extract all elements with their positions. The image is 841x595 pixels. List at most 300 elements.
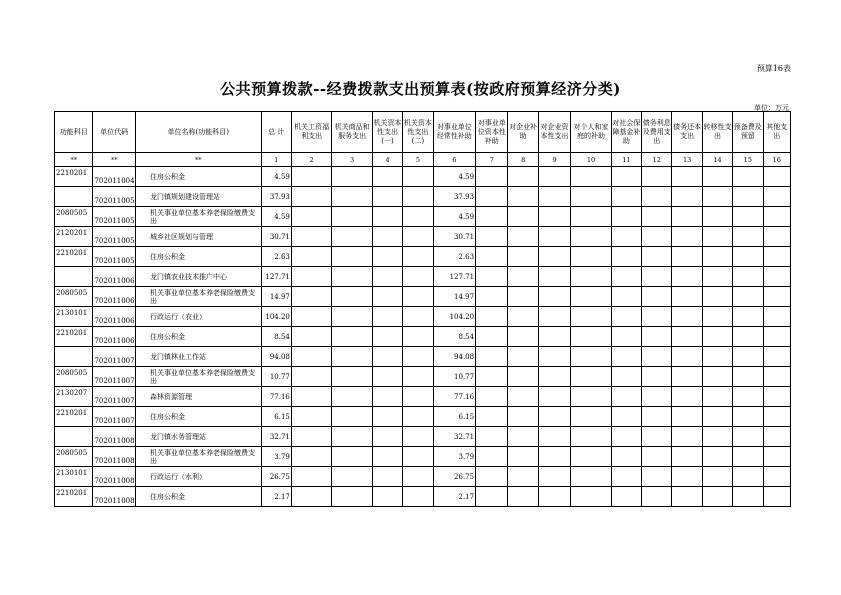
total-cell: 104.20	[261, 307, 291, 327]
institution-subsidy-cell: 6.15	[433, 407, 476, 427]
amount-cell	[763, 407, 791, 427]
institution-subsidy-cell: 94.08	[433, 347, 476, 367]
amount-cell	[611, 247, 641, 267]
amount-cell	[611, 327, 641, 347]
amount-cell	[476, 447, 508, 467]
amount-cell	[372, 207, 402, 227]
unit-code-cell: 702011004	[93, 167, 136, 187]
institution-subsidy-cell: 4.59	[433, 207, 476, 227]
total-cell: 10.77	[261, 367, 291, 387]
function-code-cell	[55, 427, 93, 447]
amount-cell	[332, 427, 372, 447]
amount-cell	[733, 387, 763, 407]
column-index: 1	[261, 153, 291, 167]
amount-cell	[611, 187, 641, 207]
amount-cell	[508, 347, 538, 367]
total-cell: 8.54	[261, 327, 291, 347]
function-code-cell: 2080505	[55, 287, 93, 307]
unit-name-cell: 住房公积金	[135, 407, 261, 427]
amount-cell	[672, 407, 702, 427]
amount-cell	[291, 407, 331, 427]
amount-cell	[372, 307, 402, 327]
amount-cell	[372, 447, 402, 467]
column-header: 债务还本支出	[672, 112, 702, 153]
amount-cell	[733, 227, 763, 247]
column-index: 6	[433, 153, 476, 167]
amount-cell	[571, 307, 611, 327]
table-row	[55, 187, 791, 207]
amount-cell	[508, 367, 538, 387]
column-index: 7	[476, 153, 508, 167]
unit-code-cell: 702011008	[93, 447, 136, 467]
total-cell: 4.59	[261, 207, 291, 227]
function-code-cell: 2130207	[55, 387, 93, 407]
amount-cell	[291, 247, 331, 267]
amount-cell	[672, 347, 702, 367]
unit-code-cell: 702011007	[93, 387, 136, 407]
amount-cell	[672, 327, 702, 347]
amount-cell	[733, 207, 763, 227]
table-row	[55, 487, 791, 507]
total-cell: 4.59	[261, 167, 291, 187]
amount-cell	[508, 307, 538, 327]
total-cell: 14.97	[261, 287, 291, 307]
amount-cell	[291, 227, 331, 247]
amount-cell	[763, 167, 791, 187]
table-row	[55, 347, 791, 367]
amount-cell	[291, 327, 331, 347]
column-header: 对社会保障基金补助	[611, 112, 641, 153]
amount-cell	[571, 247, 611, 267]
table-row	[55, 227, 791, 247]
amount-cell	[763, 207, 791, 227]
amount-cell	[571, 167, 611, 187]
function-code-cell: 2120201	[55, 227, 93, 247]
amount-cell	[702, 327, 732, 347]
amount-cell	[672, 387, 702, 407]
amount-cell	[763, 227, 791, 247]
column-index: 4	[372, 153, 402, 167]
amount-cell	[508, 287, 538, 307]
unit-code-cell: 702011007	[93, 407, 136, 427]
amount-cell	[476, 407, 508, 427]
unit-code-cell: 702011006	[93, 307, 136, 327]
unit-name-cell: 机关事业单位基本养老保险缴费支出	[135, 447, 261, 467]
amount-cell	[332, 207, 372, 227]
amount-cell	[571, 487, 611, 507]
total-cell: 127.71	[261, 267, 291, 287]
amount-cell	[403, 187, 433, 207]
amount-cell	[538, 227, 570, 247]
amount-cell	[372, 287, 402, 307]
amount-cell	[611, 267, 641, 287]
amount-cell	[332, 247, 372, 267]
amount-cell	[291, 347, 331, 367]
amount-cell	[476, 167, 508, 187]
amount-cell	[571, 227, 611, 247]
amount-cell	[508, 447, 538, 467]
amount-cell	[702, 407, 732, 427]
amount-cell	[763, 367, 791, 387]
institution-subsidy-cell: 32.71	[433, 427, 476, 447]
unit-code-cell: 702011008	[93, 467, 136, 487]
amount-cell	[476, 267, 508, 287]
amount-cell	[702, 187, 732, 207]
table-row	[55, 407, 791, 427]
amount-cell	[611, 167, 641, 187]
amount-cell	[476, 187, 508, 207]
amount-cell	[372, 407, 402, 427]
amount-cell	[611, 407, 641, 427]
total-cell: 26.75	[261, 467, 291, 487]
amount-cell	[702, 167, 732, 187]
table-row	[55, 287, 791, 307]
column-header: 对企业补助	[508, 112, 538, 153]
column-index: **	[93, 153, 136, 167]
institution-subsidy-cell: 2.63	[433, 247, 476, 267]
amount-cell	[611, 447, 641, 467]
amount-cell	[763, 287, 791, 307]
unit-name-cell: 龙门镇农业技术推广中心	[135, 267, 261, 287]
amount-cell	[642, 167, 672, 187]
function-code-cell: 2130101	[55, 307, 93, 327]
amount-cell	[291, 187, 331, 207]
amount-cell	[733, 367, 763, 387]
amount-cell	[403, 327, 433, 347]
amount-cell	[611, 207, 641, 227]
amount-cell	[733, 427, 763, 447]
amount-cell	[611, 227, 641, 247]
amount-cell	[672, 187, 702, 207]
amount-cell	[733, 327, 763, 347]
amount-cell	[476, 247, 508, 267]
amount-cell	[763, 427, 791, 447]
amount-cell	[332, 187, 372, 207]
amount-cell	[538, 187, 570, 207]
function-code-cell: 2130101	[55, 467, 93, 487]
amount-cell	[642, 247, 672, 267]
institution-subsidy-cell: 77.16	[433, 387, 476, 407]
amount-cell	[538, 467, 570, 487]
institution-subsidy-cell: 3.79	[433, 447, 476, 467]
amount-cell	[642, 387, 672, 407]
column-header: 机关商品和服务支出	[332, 112, 372, 153]
unit-code-cell: 702011005	[93, 247, 136, 267]
function-code-cell: 2210201	[55, 327, 93, 347]
unit-code-cell: 702011007	[93, 347, 136, 367]
amount-cell	[538, 367, 570, 387]
amount-cell	[372, 267, 402, 287]
function-code-cell: 2080505	[55, 447, 93, 467]
total-cell: 77.16	[261, 387, 291, 407]
amount-cell	[763, 387, 791, 407]
amount-cell	[571, 447, 611, 467]
amount-cell	[508, 467, 538, 487]
amount-cell	[291, 207, 331, 227]
amount-cell	[642, 347, 672, 367]
total-cell: 2.17	[261, 487, 291, 507]
function-code-cell	[55, 347, 93, 367]
column-header: 预备费及预留	[733, 112, 763, 153]
amount-cell	[571, 427, 611, 447]
amount-cell	[332, 347, 372, 367]
amount-cell	[403, 387, 433, 407]
amount-cell	[733, 467, 763, 487]
amount-cell	[672, 247, 702, 267]
institution-subsidy-cell: 4.59	[433, 167, 476, 187]
amount-cell	[508, 247, 538, 267]
amount-cell	[403, 467, 433, 487]
function-code-cell: 2210201	[55, 167, 93, 187]
institution-subsidy-cell: 2.17	[433, 487, 476, 507]
amount-cell	[611, 307, 641, 327]
amount-cell	[642, 227, 672, 247]
page-title: 公共预算拨款--经费拨款支出预算表(按政府预算经济分类)	[220, 80, 621, 98]
amount-cell	[763, 327, 791, 347]
amount-cell	[763, 187, 791, 207]
amount-cell	[571, 267, 611, 287]
total-cell: 3.79	[261, 447, 291, 467]
amount-cell	[291, 447, 331, 467]
amount-cell	[672, 307, 702, 327]
amount-cell	[332, 407, 372, 427]
function-code-cell	[55, 187, 93, 207]
amount-cell	[508, 487, 538, 507]
function-code-cell: 2210201	[55, 247, 93, 267]
amount-cell	[332, 447, 372, 467]
amount-cell	[702, 287, 732, 307]
amount-cell	[403, 367, 433, 387]
column-header: 对个人和家庭的补助	[571, 112, 611, 153]
amount-cell	[702, 487, 732, 507]
amount-cell	[403, 167, 433, 187]
amount-cell	[476, 487, 508, 507]
institution-subsidy-cell: 37.93	[433, 187, 476, 207]
amount-cell	[611, 287, 641, 307]
amount-cell	[763, 467, 791, 487]
amount-cell	[702, 267, 732, 287]
table-row	[55, 247, 791, 267]
amount-cell	[403, 207, 433, 227]
amount-cell	[642, 187, 672, 207]
institution-subsidy-cell: 8.54	[433, 327, 476, 347]
amount-cell	[702, 387, 732, 407]
unit-code-cell: 702011006	[93, 267, 136, 287]
amount-cell	[571, 207, 611, 227]
table-row	[55, 267, 791, 287]
amount-cell	[702, 367, 732, 387]
unit-name-cell: 龙门镇水务管理站	[135, 427, 261, 447]
amount-cell	[733, 267, 763, 287]
unit-code-cell: 702011007	[93, 367, 136, 387]
amount-cell	[508, 427, 538, 447]
column-header: 单位代码	[93, 112, 136, 153]
amount-cell	[291, 367, 331, 387]
amount-cell	[538, 427, 570, 447]
total-cell: 6.15	[261, 407, 291, 427]
amount-cell	[476, 387, 508, 407]
amount-cell	[403, 267, 433, 287]
table-row	[55, 327, 791, 347]
amount-cell	[332, 287, 372, 307]
amount-cell	[733, 167, 763, 187]
amount-cell	[508, 407, 538, 427]
unit-name-cell: 住房公积金	[135, 247, 261, 267]
amount-cell	[476, 287, 508, 307]
column-header: 债务利息及费用支出	[642, 112, 672, 153]
amount-cell	[372, 187, 402, 207]
amount-cell	[476, 467, 508, 487]
table-row	[55, 447, 791, 467]
amount-cell	[403, 347, 433, 367]
column-index: 12	[642, 153, 672, 167]
total-cell: 2.63	[261, 247, 291, 267]
column-header: 机关资本性支出(二)	[403, 112, 433, 153]
column-index: **	[55, 153, 93, 167]
amount-cell	[291, 307, 331, 327]
amount-cell	[476, 307, 508, 327]
function-code-cell: 2210201	[55, 407, 93, 427]
amount-cell	[372, 327, 402, 347]
amount-cell	[571, 367, 611, 387]
amount-cell	[538, 407, 570, 427]
institution-subsidy-cell: 26.75	[433, 467, 476, 487]
table-body	[55, 167, 791, 507]
amount-cell	[291, 487, 331, 507]
amount-cell	[672, 427, 702, 447]
amount-cell	[611, 427, 641, 447]
function-code-cell	[55, 267, 93, 287]
amount-cell	[763, 307, 791, 327]
amount-cell	[332, 327, 372, 347]
unit-code-cell: 702011006	[93, 327, 136, 347]
column-index: 3	[332, 153, 372, 167]
amount-cell	[733, 347, 763, 367]
amount-cell	[538, 487, 570, 507]
amount-cell	[611, 387, 641, 407]
amount-cell	[476, 367, 508, 387]
amount-cell	[611, 347, 641, 367]
amount-cell	[403, 427, 433, 447]
amount-cell	[733, 287, 763, 307]
amount-cell	[332, 167, 372, 187]
amount-cell	[763, 247, 791, 267]
unit-code-cell: 702011006	[93, 287, 136, 307]
unit-label: 单位：万元	[754, 104, 789, 112]
amount-cell	[291, 387, 331, 407]
column-index: 9	[538, 153, 570, 167]
amount-cell	[672, 207, 702, 227]
unit-name-cell: 龙门镇林业工作站	[135, 347, 261, 367]
amount-cell	[372, 387, 402, 407]
column-index: 11	[611, 153, 641, 167]
amount-cell	[538, 347, 570, 367]
column-index: 2	[291, 153, 331, 167]
amount-cell	[538, 387, 570, 407]
function-code-cell: 2210201	[55, 487, 93, 507]
amount-cell	[372, 467, 402, 487]
amount-cell	[702, 247, 732, 267]
amount-cell	[508, 167, 538, 187]
amount-cell	[642, 207, 672, 227]
institution-subsidy-cell: 30.71	[433, 227, 476, 247]
institution-subsidy-cell: 104.20	[433, 307, 476, 327]
table-row	[55, 427, 791, 447]
column-index: 15	[733, 153, 763, 167]
table-row	[55, 307, 791, 327]
amount-cell	[476, 347, 508, 367]
amount-cell	[372, 367, 402, 387]
column-header: 其他支出	[763, 112, 791, 153]
amount-cell	[571, 387, 611, 407]
amount-cell	[611, 487, 641, 507]
amount-cell	[538, 247, 570, 267]
unit-name-cell: 机关事业单位基本养老保险缴费支出	[135, 367, 261, 387]
unit-code-cell: 702011008	[93, 487, 136, 507]
amount-cell	[403, 227, 433, 247]
amount-cell	[733, 447, 763, 467]
amount-cell	[763, 487, 791, 507]
amount-cell	[538, 267, 570, 287]
amount-cell	[476, 227, 508, 247]
amount-cell	[372, 227, 402, 247]
amount-cell	[733, 487, 763, 507]
amount-cell	[702, 227, 732, 247]
amount-cell	[403, 447, 433, 467]
institution-subsidy-cell: 14.97	[433, 287, 476, 307]
amount-cell	[571, 407, 611, 427]
column-header: 对事业单位资本性补助	[476, 112, 508, 153]
institution-subsidy-cell: 127.71	[433, 267, 476, 287]
amount-cell	[763, 447, 791, 467]
amount-cell	[733, 407, 763, 427]
amount-cell	[372, 247, 402, 267]
amount-cell	[508, 187, 538, 207]
amount-cell	[733, 187, 763, 207]
table-row	[55, 167, 791, 187]
amount-cell	[291, 167, 331, 187]
column-index: 10	[571, 153, 611, 167]
amount-cell	[538, 287, 570, 307]
amount-cell	[642, 367, 672, 387]
unit-code-cell: 702011005	[93, 187, 136, 207]
amount-cell	[403, 307, 433, 327]
amount-cell	[642, 307, 672, 327]
amount-cell	[538, 307, 570, 327]
amount-cell	[403, 247, 433, 267]
unit-name-cell: 机关事业单位基本养老保险缴费支出	[135, 207, 261, 227]
table-row	[55, 367, 791, 387]
amount-cell	[538, 167, 570, 187]
amount-cell	[372, 347, 402, 367]
amount-cell	[733, 307, 763, 327]
amount-cell	[508, 227, 538, 247]
amount-cell	[508, 327, 538, 347]
function-code-cell: 2080505	[55, 367, 93, 387]
amount-cell	[672, 367, 702, 387]
amount-cell	[332, 267, 372, 287]
total-cell: 37.93	[261, 187, 291, 207]
institution-subsidy-cell: 10.77	[433, 367, 476, 387]
unit-name-cell: 城乡社区规划与管理	[135, 227, 261, 247]
amount-cell	[332, 467, 372, 487]
amount-cell	[291, 287, 331, 307]
column-header: 总 计	[261, 112, 291, 153]
amount-cell	[702, 307, 732, 327]
column-header: 转移性支出	[702, 112, 732, 153]
total-cell: 94.08	[261, 347, 291, 367]
amount-cell	[332, 487, 372, 507]
